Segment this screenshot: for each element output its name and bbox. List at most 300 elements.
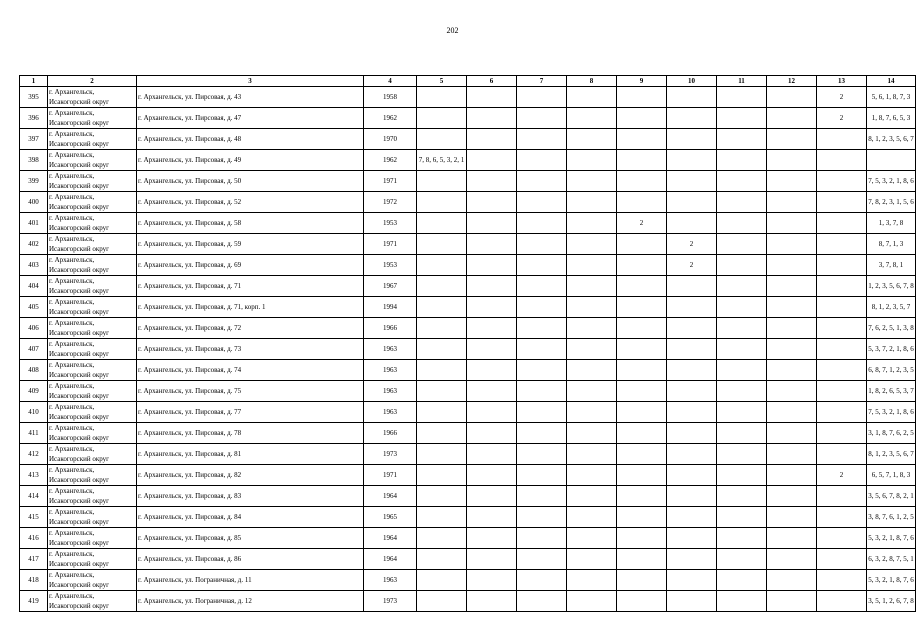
header-col-6: 6 [467, 76, 517, 87]
header-col-11: 11 [717, 76, 767, 87]
col-6-cell [467, 507, 517, 528]
col-5-cell [417, 276, 467, 297]
page-number: 202 [446, 26, 459, 35]
col-9-cell [617, 528, 667, 549]
header-col-5: 5 [417, 76, 467, 87]
row-number: 399 [20, 171, 48, 192]
col-14-cell [867, 171, 916, 192]
table-row [20, 444, 916, 465]
row-number: 411 [20, 423, 48, 444]
address-cell: г. Архангельск, ул. Пирсовая, д. 48 [137, 129, 364, 150]
col-11-cell [717, 108, 767, 129]
district-okrug: Исакогорский округ [49, 350, 110, 358]
district-city: г. Архангельск, [49, 235, 95, 243]
col-12-cell [767, 150, 817, 171]
col-13-cell [817, 381, 867, 402]
col-10-cell [667, 465, 717, 486]
district-okrug: Исакогорский округ [49, 224, 110, 232]
year-cell: 1964 [364, 528, 417, 549]
row-number: 401 [20, 213, 48, 234]
table-row [20, 528, 916, 549]
col-14-cell [867, 213, 916, 234]
col-6-cell [467, 255, 517, 276]
district-okrug: Исакогорский округ [49, 140, 110, 148]
col-12-cell [767, 171, 817, 192]
col-13-cell: 2 [817, 108, 867, 129]
table-row [20, 339, 916, 360]
col-14-cell [867, 108, 916, 129]
table-row [20, 108, 916, 129]
district-cell [48, 402, 137, 423]
col-14-value: 8, 1, 2, 3, 5, 6, 7 [868, 450, 914, 458]
col-10-cell [667, 507, 717, 528]
district-cell [48, 87, 137, 108]
year-cell: 1962 [364, 108, 417, 129]
col-7-cell [517, 339, 567, 360]
col-6-cell [467, 276, 517, 297]
district-cell [48, 171, 137, 192]
col-11-cell [717, 318, 767, 339]
row-number: 417 [20, 549, 48, 570]
col-6-cell [467, 486, 517, 507]
year-cell: 1994 [364, 297, 417, 318]
col-5-cell [417, 213, 467, 234]
col-5-cell [417, 528, 467, 549]
district-okrug: Исакогорский округ [49, 602, 110, 610]
district-cell [48, 129, 137, 150]
district-city: г. Архангельск, [49, 130, 95, 138]
address-cell: г. Архангельск, ул. Пирсовая, д. 58 [137, 213, 364, 234]
col-7-cell [517, 549, 567, 570]
col-10-cell [667, 318, 717, 339]
col-13-cell [817, 360, 867, 381]
year-cell: 1958 [364, 87, 417, 108]
col-12-cell [767, 192, 817, 213]
district-city: г. Архангельск, [49, 403, 95, 411]
col-11-cell [717, 549, 767, 570]
district-okrug: Исакогорский округ [49, 518, 110, 526]
col-7-cell [517, 192, 567, 213]
address-cell: г. Архангельск, ул. Пирсовая, д. 74 [137, 360, 364, 381]
col-12-cell [767, 402, 817, 423]
district-okrug: Исакогорский округ [49, 476, 110, 484]
table-row [20, 549, 916, 570]
col-10-cell [667, 444, 717, 465]
col-10-cell [667, 192, 717, 213]
col-14-cell [867, 528, 916, 549]
col-8-cell [567, 465, 617, 486]
col-9-cell [617, 234, 667, 255]
col-9-cell [617, 87, 667, 108]
col-11-cell [717, 297, 767, 318]
col-7-cell [517, 507, 567, 528]
header-col-14: 14 [867, 76, 916, 87]
district-okrug: Исакогорский округ [49, 245, 110, 253]
district-cell [48, 339, 137, 360]
row-number: 398 [20, 150, 48, 171]
col-11-cell [717, 87, 767, 108]
district-okrug: Исакогорский округ [49, 539, 110, 547]
col-14-cell [867, 318, 916, 339]
col-7-cell [517, 297, 567, 318]
address-cell: г. Архангельск, ул. Пирсовая, д. 69 [137, 255, 364, 276]
col-7-cell [517, 108, 567, 129]
col-7-cell [517, 486, 567, 507]
col-10-cell [667, 129, 717, 150]
col-13-cell [817, 402, 867, 423]
col-12-cell [767, 528, 817, 549]
col-14-value: 3, 5, 1, 2, 6, 7, 8 [868, 597, 914, 605]
col-9-cell [617, 507, 667, 528]
district-cell [48, 318, 137, 339]
row-number: 416 [20, 528, 48, 549]
address-cell: г. Архангельск, ул. Пирсовая, д. 50 [137, 171, 364, 192]
district-okrug: Исакогорский округ [49, 329, 110, 337]
col-14-cell [867, 150, 916, 171]
col-5-cell [417, 381, 467, 402]
col-6-cell [467, 444, 517, 465]
col-13-cell [817, 255, 867, 276]
row-number: 418 [20, 570, 48, 591]
col-5-cell [417, 423, 467, 444]
col-10-cell [667, 276, 717, 297]
col-10-cell [667, 213, 717, 234]
col-13-cell [817, 528, 867, 549]
address-cell: г. Архангельск, ул. Пирсовая, д. 49 [137, 150, 364, 171]
district-okrug: Исакогорский округ [49, 581, 110, 589]
col-9-cell [617, 486, 667, 507]
address-cell: г. Архангельск, ул. Пирсовая, д. 52 [137, 192, 364, 213]
col-6-cell [467, 423, 517, 444]
col-9-cell [617, 276, 667, 297]
col-5-cell [417, 507, 467, 528]
col-9-cell [617, 255, 667, 276]
district-okrug: Исакогорский округ [49, 203, 110, 211]
col-14-cell [867, 234, 916, 255]
col-8-cell [567, 87, 617, 108]
table-row [20, 402, 916, 423]
district-okrug: Исакогорский округ [49, 287, 110, 295]
col-5-cell [417, 255, 467, 276]
col-10-cell [667, 591, 717, 612]
col-14-cell [867, 297, 916, 318]
year-cell: 1966 [364, 423, 417, 444]
table-row [20, 486, 916, 507]
col-9-cell [617, 570, 667, 591]
address-cell: г. Архангельск, ул. Пирсовая, д. 43 [137, 87, 364, 108]
col-7-cell [517, 276, 567, 297]
col-14-value: 1, 2, 3, 5, 6, 7, 8 [868, 282, 914, 290]
col-13-cell [817, 444, 867, 465]
col-14-cell [867, 486, 916, 507]
col-11-cell [717, 150, 767, 171]
year-cell: 1964 [364, 549, 417, 570]
row-number: 412 [20, 444, 48, 465]
header-col-4: 4 [364, 76, 417, 87]
col-5-cell [417, 87, 467, 108]
col-5-cell [417, 570, 467, 591]
district-cell [48, 276, 137, 297]
district-cell [48, 213, 137, 234]
col-7-cell [517, 570, 567, 591]
address-cell: г. Архангельск, ул. Пирсовая, д. 73 [137, 339, 364, 360]
district-city: г. Архангельск, [49, 298, 95, 306]
col-8-cell [567, 318, 617, 339]
housing-registry-table [19, 75, 916, 612]
col-10-cell [667, 570, 717, 591]
col-10-cell [667, 528, 717, 549]
col-14-value: 3, 1, 8, 7, 6, 2, 5 [868, 429, 914, 437]
district-city: г. Архангельск, [49, 172, 95, 180]
col-7-cell [517, 255, 567, 276]
district-cell [48, 255, 137, 276]
table-row [20, 213, 916, 234]
col-12-cell [767, 591, 817, 612]
col-6-cell [467, 87, 517, 108]
col-14-value: 6, 8, 7, 1, 2, 3, 5 [868, 366, 914, 374]
district-city: г. Архангельск, [49, 277, 95, 285]
col-13-cell [817, 486, 867, 507]
district-city: г. Архангельск, [49, 487, 95, 495]
col-9-cell [617, 192, 667, 213]
col-14-cell [867, 360, 916, 381]
district-city: г. Архангельск, [49, 319, 95, 327]
col-8-cell [567, 192, 617, 213]
year-cell: 1963 [364, 402, 417, 423]
col-5-cell [417, 360, 467, 381]
col-13-cell [817, 129, 867, 150]
col-6-cell [467, 108, 517, 129]
district-city: г. Архангельск, [49, 445, 95, 453]
col-9-cell [617, 591, 667, 612]
col-7-cell [517, 129, 567, 150]
header-col-3: 3 [137, 76, 364, 87]
district-cell [48, 192, 137, 213]
address-cell: г. Архангельск, ул. Пирсовая, д. 83 [137, 486, 364, 507]
col-13-cell [817, 171, 867, 192]
col-13-cell: 2 [817, 87, 867, 108]
row-number: 403 [20, 255, 48, 276]
col-6-cell [467, 528, 517, 549]
district-okrug: Исакогорский округ [49, 161, 110, 169]
year-cell: 1970 [364, 129, 417, 150]
col-14-value: 6, 3, 2, 8, 7, 5, 1 [868, 555, 914, 563]
col-5-cell [417, 465, 467, 486]
col-14-value: 3, 7, 8, 1 [878, 261, 904, 269]
col-8-cell [567, 486, 617, 507]
col-14-cell [867, 507, 916, 528]
col-11-cell [717, 423, 767, 444]
col-8-cell [567, 129, 617, 150]
row-number: 409 [20, 381, 48, 402]
col-9-cell [617, 108, 667, 129]
col-5-cell [417, 234, 467, 255]
col-14-cell [867, 192, 916, 213]
col-8-cell [567, 549, 617, 570]
col-7-cell [517, 150, 567, 171]
col-12-cell [767, 234, 817, 255]
col-9-cell [617, 444, 667, 465]
col-11-cell [717, 192, 767, 213]
col-12-cell [767, 549, 817, 570]
address-cell: г. Архангельск, ул. Пирсовая, д. 85 [137, 528, 364, 549]
col-14-cell [867, 570, 916, 591]
row-number: 407 [20, 339, 48, 360]
col-11-cell [717, 444, 767, 465]
row-number: 404 [20, 276, 48, 297]
col-8-cell [567, 255, 617, 276]
col-14-cell [867, 549, 916, 570]
col-12-cell [767, 213, 817, 234]
col-14-value: 8, 7, 1, 3 [878, 240, 904, 248]
col-11-cell [717, 570, 767, 591]
district-city: г. Архангельск, [49, 550, 95, 558]
table-row [20, 297, 916, 318]
district-city: г. Архангельск, [49, 508, 95, 516]
col-14-value: 5, 3, 2, 1, 8, 7, 6 [868, 576, 914, 584]
address-cell: г. Архангельск, ул. Пирсовая, д. 71, корп. 1 [137, 297, 364, 318]
district-okrug: Исакогорский округ [49, 497, 110, 505]
district-okrug: Исакогорский округ [49, 98, 110, 106]
district-cell [48, 444, 137, 465]
col-8-cell [567, 528, 617, 549]
col-7-cell [517, 465, 567, 486]
district-okrug: Исакогорский округ [49, 455, 110, 463]
year-cell: 1963 [364, 381, 417, 402]
year-cell: 1971 [364, 465, 417, 486]
year-cell: 1953 [364, 213, 417, 234]
year-cell: 1963 [364, 570, 417, 591]
col-12-cell [767, 360, 817, 381]
col-10-cell [667, 549, 717, 570]
row-number: 397 [20, 129, 48, 150]
year-cell: 1964 [364, 486, 417, 507]
address-cell: г. Архангельск, ул. Пирсовая, д. 82 [137, 465, 364, 486]
table-row [20, 360, 916, 381]
row-number: 405 [20, 297, 48, 318]
table-row [20, 381, 916, 402]
col-7-cell [517, 402, 567, 423]
col-14-value: 3, 5, 6, 7, 8, 2, 1 [868, 492, 914, 500]
col-6-cell [467, 171, 517, 192]
district-cell [48, 591, 137, 612]
col-12-cell [767, 108, 817, 129]
col-7-cell [517, 444, 567, 465]
col-5-cell [417, 402, 467, 423]
col-13-cell [817, 591, 867, 612]
col-7-cell [517, 528, 567, 549]
col-11-cell [717, 507, 767, 528]
col-8-cell [567, 297, 617, 318]
col-10-cell [667, 87, 717, 108]
address-cell: г. Архангельск, ул. Пограничная, д. 11 [137, 570, 364, 591]
col-12-cell [767, 507, 817, 528]
col-12-cell [767, 255, 817, 276]
col-11-cell [717, 381, 767, 402]
col-13-cell: 2 [817, 465, 867, 486]
col-9-cell [617, 402, 667, 423]
year-cell: 1971 [364, 171, 417, 192]
col-9-cell [617, 423, 667, 444]
col-7-cell [517, 171, 567, 192]
district-okrug: Исакогорский округ [49, 119, 110, 127]
col-14-cell [867, 465, 916, 486]
col-14-value: 5, 6, 1, 8, 7, 3 [871, 93, 911, 101]
district-city: г. Архангельск, [49, 592, 95, 600]
col-10-cell: 2 [667, 234, 717, 255]
col-7-cell [517, 360, 567, 381]
table-row [20, 423, 916, 444]
col-11-cell [717, 465, 767, 486]
col-8-cell [567, 108, 617, 129]
col-8-cell [567, 570, 617, 591]
district-okrug: Исакогорский округ [49, 308, 110, 316]
year-cell: 1963 [364, 360, 417, 381]
address-cell: г. Архангельск, ул. Пирсовая, д. 84 [137, 507, 364, 528]
col-12-cell [767, 276, 817, 297]
address-cell: г. Архангельск, ул. Пирсовая, д. 59 [137, 234, 364, 255]
col-12-cell [767, 465, 817, 486]
address-cell: г. Архангельск, ул. Пирсовая, д. 75 [137, 381, 364, 402]
col-11-cell [717, 276, 767, 297]
district-okrug: Исакогорский округ [49, 434, 110, 442]
col-8-cell [567, 423, 617, 444]
address-cell: г. Архангельск, ул. Пирсовая, д. 77 [137, 402, 364, 423]
col-12-cell [767, 381, 817, 402]
col-14-value: 7, 6, 2, 5, 1, 3, 8 [868, 324, 914, 332]
district-cell [48, 108, 137, 129]
col-14-value: 7, 5, 3, 2, 1, 8, 6 [868, 408, 914, 416]
col-13-cell [817, 549, 867, 570]
table-row [20, 192, 916, 213]
col-13-cell [817, 570, 867, 591]
col-14-value: 1, 8, 7, 6, 5, 3 [871, 114, 911, 122]
col-9-cell [617, 129, 667, 150]
district-okrug: Исакогорский округ [49, 413, 110, 421]
header-col-13: 13 [817, 76, 867, 87]
col-11-cell [717, 255, 767, 276]
district-city: г. Архангельск, [49, 193, 95, 201]
row-number: 413 [20, 465, 48, 486]
district-cell [48, 465, 137, 486]
col-8-cell [567, 591, 617, 612]
col-10-cell: 2 [667, 255, 717, 276]
address-cell: г. Архангельск, ул. Пирсовая, д. 86 [137, 549, 364, 570]
address-cell: г. Архангельск, ул. Пирсовая, д. 47 [137, 108, 364, 129]
col-6-cell [467, 402, 517, 423]
col-9-cell [617, 360, 667, 381]
col-5-cell [417, 444, 467, 465]
district-city: г. Архангельск, [49, 88, 95, 96]
col-6-cell [467, 549, 517, 570]
col-6-cell [467, 234, 517, 255]
col-5-cell [417, 108, 467, 129]
col-13-cell [817, 339, 867, 360]
address-cell: г. Архангельск, ул. Пограничная, д. 12 [137, 591, 364, 612]
col-14-cell [867, 423, 916, 444]
district-city: г. Архангельск, [49, 340, 95, 348]
col-6-cell [467, 297, 517, 318]
district-city: г. Архангельск, [49, 466, 95, 474]
table-row [20, 591, 916, 612]
col-8-cell [567, 402, 617, 423]
address-cell: г. Архангельск, ул. Пирсовая, д. 81 [137, 444, 364, 465]
col-14-cell [867, 591, 916, 612]
col-10-cell [667, 297, 717, 318]
col-9-cell [617, 549, 667, 570]
district-city: г. Архангельск, [49, 256, 95, 264]
col-6-cell [467, 465, 517, 486]
